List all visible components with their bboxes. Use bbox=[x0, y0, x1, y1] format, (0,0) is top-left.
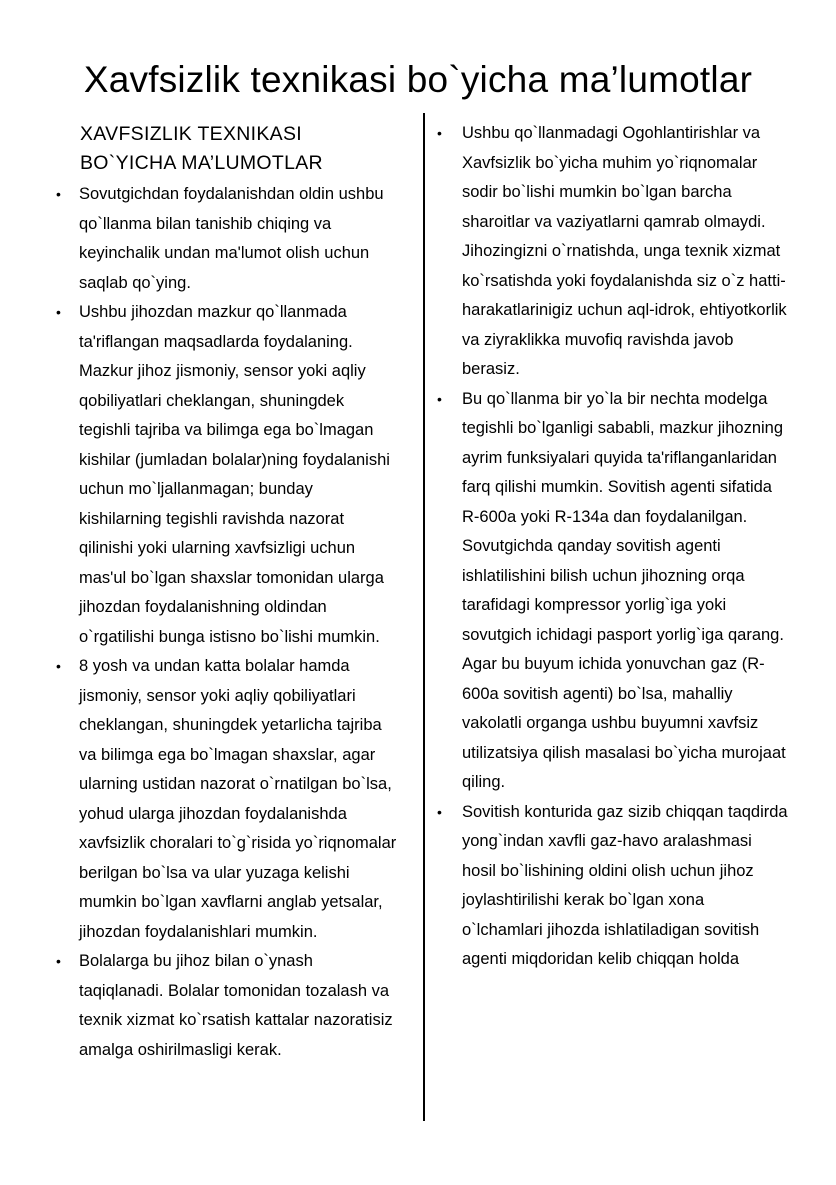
list-item bbox=[52, 298, 400, 652]
list-item-text: Bu qo`llanma bir yo`la bir nechta modelga tegishli bo`lganligi sababli, mazkur jihozning ayrim funksiyalari quyida ta'riflanganlaridan farq qilishi mumkin. Sovitish agenti sifatida R-600a yoki R-134a dan foydalanilgan. Sovutgichda qanday sovitish agenti ishlatilishini bilish uchun jihozning orqa tarafidagi kompressor yorlig`iga yoki sovutgich ichidagi pasport yorlig`iga qarang. Agar bu buyum ichida yonuvchan gaz (R-600a sovitish agenti) bo`lsa, mahalliy vakolatli organga ushbu buyumni xavfsiz utilizatsiya qilish masalasi bo`yicha murojaat qiling. bbox=[462, 389, 786, 791]
left-column bbox=[52, 116, 400, 1065]
list-item-text: Sovitish konturida gaz sizib chiqqan taqdirda yong`indan xavfli gaz-havo aralashmasi hosil bo`lishining oldini olish uchun jihoz joylashtirilishi kerak bo`lgan xona o`lchamlari jihozda ishlatiladigan sovitish agenti miqdoridan kelib chiqqan holda bbox=[462, 802, 788, 968]
bullet-icon: • bbox=[437, 390, 442, 407]
list-item-text: Ushbu qo`llanmadagi Ogohlantirishlar va Xavfsizlik bo`yicha muhim yo`riqnomalar sodir bo`lishi mumkin bo`lgan barcha sharoitlar va vaziyatlarni qamrab olmaydi. Jihozingizni o`rnatishda, unga texnik xizmat ko`rsatishda yoki foydalanishda siz o`z hatti-harakatlarinigiz uchun aql-idrok, ehtiyotkorlik va ziyraklikka muvofiq ravishda javob berasiz. bbox=[462, 124, 787, 378]
bullet-icon: • bbox=[56, 953, 61, 969]
section-heading bbox=[80, 120, 400, 178]
list-item bbox=[52, 947, 400, 1065]
list-item bbox=[428, 798, 788, 975]
bullet-icon: • bbox=[437, 803, 442, 820]
bullet-icon: • bbox=[56, 658, 61, 674]
list-item-text: Sovutgichdan foydalanishdan oldin ushbu qo`llanma bilan tanishib chiqing va keyinchalik undan ma'lumot olish uchun saqlab qo`ying. bbox=[79, 185, 384, 292]
list-item bbox=[428, 385, 788, 798]
bullet-icon: • bbox=[56, 304, 61, 320]
list-item-text: Bolalarga bu jihoz bilan o`ynash taqiqlanadi. Bolalar tomonidan tozalash va texnik xizmat ko`rsatish kattalar nazoratisiz amalga oshirilmasligi kerak. bbox=[79, 952, 393, 1059]
right-bullet-list bbox=[428, 119, 788, 975]
bullet-icon: • bbox=[56, 186, 61, 202]
list-item-text: 8 yosh va undan katta bolalar hamda jismoniy, sensor yoki aqliy qobiliyatlari cheklangan, shuningdek yetarlicha tajriba va bilimga ega bo`lmagan shaxslar, agar ularning ustidan nazorat o`rnatilgan bo`lsa, yohud ularga jihozdan foydalanishda xavfsizlik choralari to`g`risida yo`riqnomalar berilgan bo`lsa va ular yuzaga kelishi mumkin bo`lgan xavflarni anglab yetsalar, jihozdan foydalanishlari mumkin. bbox=[79, 657, 397, 941]
section-heading-line-1: XAVFSIZLIK TEXNIKASI bbox=[80, 123, 303, 145]
bullet-icon: • bbox=[437, 125, 442, 141]
list-item bbox=[52, 180, 400, 298]
section-heading-line-2: BO`YICHA MA’LUMOTLAR bbox=[80, 152, 323, 174]
right-column bbox=[428, 116, 788, 975]
left-bullet-list bbox=[52, 180, 400, 1065]
column-divider bbox=[423, 113, 425, 1121]
list-item-text: Ushbu jihozdan mazkur qo`llanmada ta'riflangan maqsadlarda foydalaning. Mazkur jihoz jismoniy, sensor yoki aqliy qobiliyatlari cheklangan, shuningdek tegishli tajriba va bilimga ega bo`lmagan kishilar (jumladan bolalar)ning foydalanishi uchun mo`ljallanmagan; bunday kishilarning tegishli ravishda nazorat qilinishi yoki ularning xavfsizligi uchun mas'ul bo`lgan shaxslar tomonidan ularga jihozdan foydalanishning oldindan o`rgatilishi bunga istisno bo`lishi mumkin. bbox=[79, 303, 390, 646]
page-title: Xavfsizlik texnikasi bo`yicha ma’lumotlar bbox=[83, 59, 753, 100]
list-item bbox=[428, 119, 788, 385]
list-item bbox=[52, 652, 400, 947]
